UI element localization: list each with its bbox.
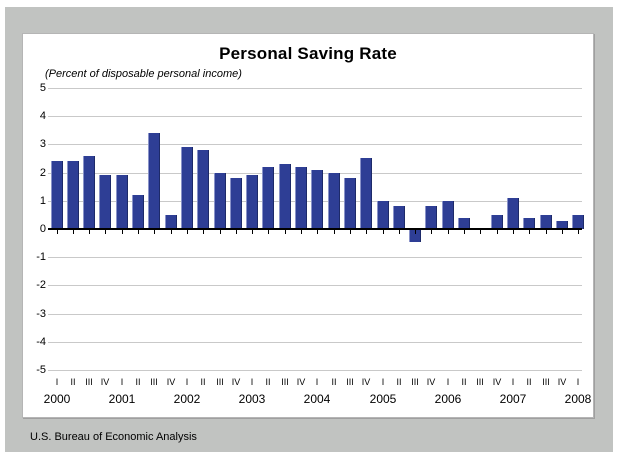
bar-2006-q1	[442, 201, 454, 229]
x-axis-tick	[448, 230, 449, 234]
x-axis-tick	[546, 230, 547, 234]
bar-2007-q3	[540, 215, 552, 229]
x-year-label: 2007	[499, 392, 527, 406]
bar-2007-q1	[507, 198, 519, 229]
x-quarter-label: III	[85, 377, 93, 387]
x-axis-tick	[431, 230, 432, 234]
chart-title: Personal Saving Rate	[219, 44, 397, 63]
x-quarter-label: II	[461, 377, 467, 387]
x-axis-tick	[529, 230, 530, 234]
x-quarter-label: III	[150, 377, 158, 387]
bar-2000-q1	[51, 161, 63, 229]
x-axis-tick	[236, 230, 237, 234]
y-axis-label: 2	[39, 166, 46, 179]
x-axis-tick	[562, 230, 563, 234]
x-axis-tick	[73, 230, 74, 234]
x-axis-tick	[285, 230, 286, 234]
source-attribution: U.S. Bureau of Economic Analysis	[30, 431, 197, 443]
bar-2001-q2	[132, 195, 144, 229]
gridline	[48, 285, 582, 286]
y-axis-label: 1	[39, 194, 46, 207]
bar-2003-q4	[295, 167, 307, 229]
gridline	[48, 257, 582, 258]
chart-frame	[5, 7, 613, 452]
zero-axis-line	[48, 228, 582, 230]
x-year-label: 2005	[369, 392, 397, 406]
x-quarter-label: II	[135, 377, 141, 387]
x-quarter-label: IV	[361, 377, 371, 387]
x-axis-tick	[89, 230, 90, 234]
y-axis-label: 0	[39, 223, 46, 235]
y-axis-label: -2	[36, 279, 46, 292]
bar-2002-q3	[214, 173, 226, 229]
x-axis-tick	[105, 230, 106, 234]
x-year-label: 2000	[43, 392, 71, 406]
x-quarter-label: II	[526, 377, 532, 387]
x-quarter-label: IV	[557, 377, 567, 387]
x-quarter-label: IV	[492, 377, 502, 387]
bar-2005-q1	[377, 201, 389, 229]
x-axis-tick	[383, 230, 384, 234]
x-quarter-label: III	[216, 377, 224, 387]
y-axis-label: -3	[36, 307, 46, 320]
x-axis-tick	[350, 230, 351, 234]
x-axis-tick	[301, 230, 302, 234]
x-year-label: 2008	[564, 392, 592, 406]
bar-2004-q3	[344, 178, 356, 229]
x-axis-tick	[138, 230, 139, 234]
x-axis-tick	[578, 230, 579, 234]
bar-2003-q3	[279, 164, 291, 229]
x-quarter-label: I	[446, 377, 450, 387]
bar-2004-q4	[360, 158, 372, 229]
x-axis-tick	[366, 230, 367, 234]
y-axis-label: -4	[36, 335, 46, 348]
x-axis-tick	[203, 230, 204, 234]
bar-2004-q1	[311, 170, 323, 229]
y-axis-label: -1	[36, 251, 46, 264]
bar-2004-q2	[328, 173, 340, 229]
bar-2000-q3	[83, 156, 95, 229]
y-axis-label: 3	[39, 138, 46, 151]
bar-2002-q2	[197, 150, 209, 229]
x-quarter-label: I	[576, 377, 580, 387]
x-quarter-label: I	[315, 377, 319, 387]
x-quarter-label: III	[476, 377, 484, 387]
x-axis-tick	[154, 230, 155, 234]
x-quarter-label: I	[120, 377, 124, 387]
chart-panel	[22, 33, 594, 418]
gridline	[48, 314, 582, 315]
bar-2000-q4	[99, 175, 111, 229]
x-quarter-label: II	[200, 377, 206, 387]
x-axis-tick	[480, 230, 481, 234]
gridline	[48, 116, 582, 117]
gridline	[48, 144, 582, 145]
bar-2003-q2	[262, 167, 274, 229]
x-year-label: 2006	[434, 392, 462, 406]
x-quarter-label: III	[346, 377, 354, 387]
y-axis-label: -5	[36, 364, 46, 376]
x-year-label: 2001	[108, 392, 136, 406]
x-quarter-label: I	[185, 377, 189, 387]
x-axis-tick	[513, 230, 514, 234]
bar-2003-q1	[246, 175, 258, 229]
bar-2005-q2	[393, 206, 405, 229]
bar-2001-q4	[165, 215, 177, 229]
x-quarter-label: IV	[231, 377, 241, 387]
bar-2002-q1	[181, 147, 193, 229]
x-year-label: 2002	[173, 392, 201, 406]
bar-2008-q1	[572, 215, 584, 229]
bar-2001-q1	[116, 175, 128, 229]
x-axis-tick	[252, 230, 253, 234]
x-axis-tick	[187, 230, 188, 234]
x-axis-tick	[464, 230, 465, 234]
x-axis-tick	[220, 230, 221, 234]
x-quarter-label: III	[411, 377, 419, 387]
x-quarter-label: II	[331, 377, 337, 387]
x-axis-tick	[57, 230, 58, 234]
x-year-label: 2003	[238, 392, 266, 406]
x-axis-tick	[122, 230, 123, 234]
x-axis-tick	[268, 230, 269, 234]
x-quarter-label: III	[542, 377, 550, 387]
x-quarter-label: IV	[100, 377, 110, 387]
bar-2002-q4	[230, 178, 242, 229]
x-axis-tick	[497, 230, 498, 234]
chart-subtitle: (Percent of disposable personal income)	[45, 68, 242, 80]
gridline	[48, 370, 582, 371]
x-quarter-label: I	[250, 377, 254, 387]
x-quarter-label: II	[265, 377, 271, 387]
bar-2006-q4	[491, 215, 503, 229]
x-axis-tick	[171, 230, 172, 234]
gridline	[48, 88, 582, 89]
gridline	[48, 342, 582, 343]
bar-2005-q4	[425, 206, 437, 229]
x-quarter-label: III	[281, 377, 289, 387]
x-quarter-label: I	[381, 377, 385, 387]
x-axis-tick	[415, 230, 416, 234]
x-axis-tick	[334, 230, 335, 234]
x-axis-tick	[317, 230, 318, 234]
x-quarter-label: II	[396, 377, 402, 387]
x-quarter-label: I	[511, 377, 515, 387]
y-axis-label: 5	[39, 82, 46, 94]
y-axis-label: 4	[39, 110, 46, 123]
x-quarter-label: IV	[296, 377, 306, 387]
x-year-label: 2004	[303, 392, 331, 406]
x-quarter-label: I	[55, 377, 59, 387]
x-quarter-label: IV	[166, 377, 176, 387]
bar-2000-q2	[67, 161, 79, 229]
bar-2001-q3	[148, 133, 160, 229]
x-axis-tick	[399, 230, 400, 234]
plot-area	[48, 88, 582, 370]
x-quarter-label: IV	[426, 377, 436, 387]
x-quarter-label: II	[70, 377, 76, 387]
